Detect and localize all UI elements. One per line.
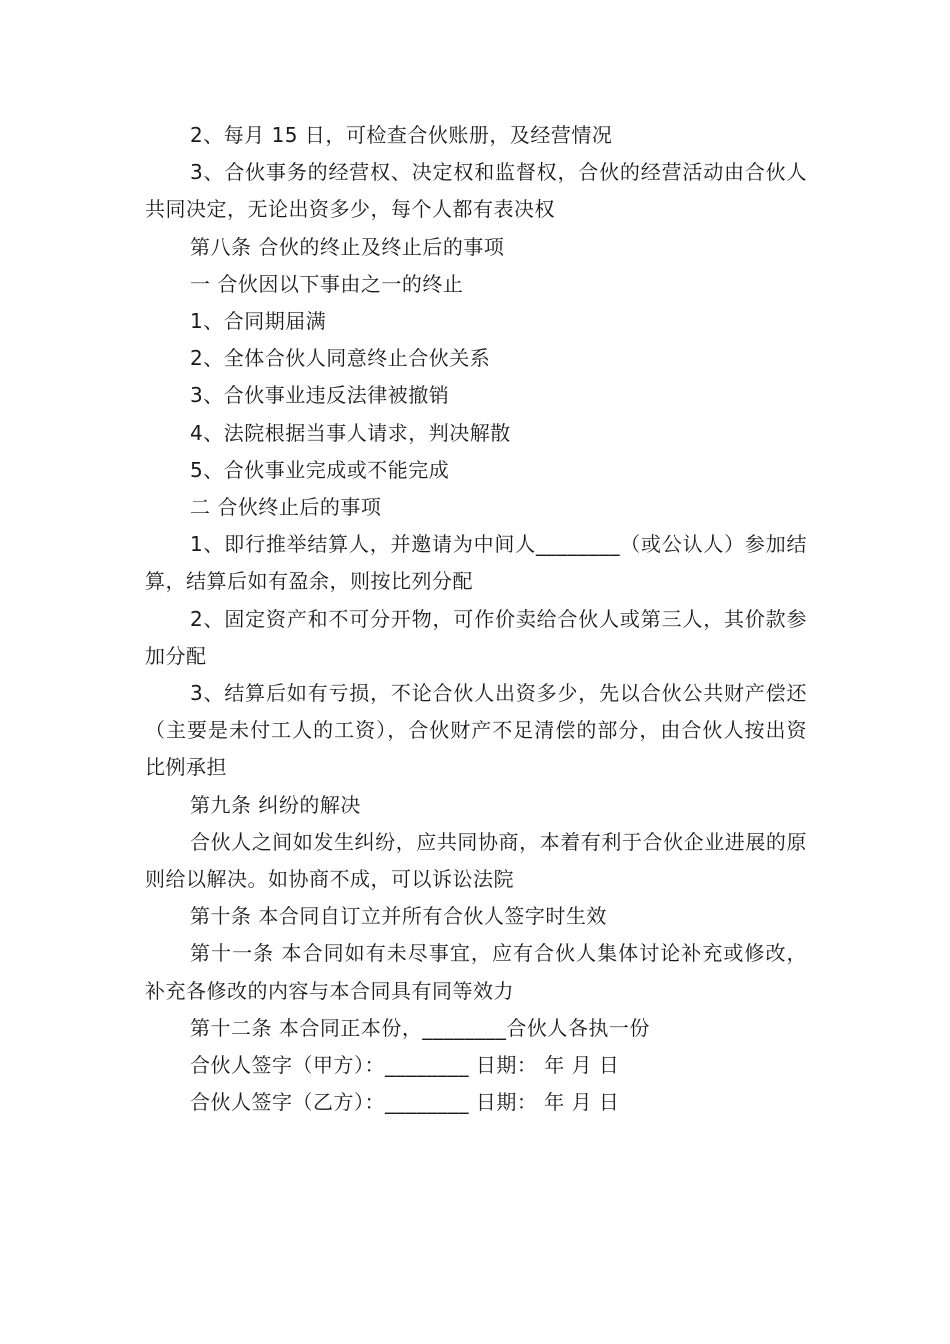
heading-article-10: 第十条 本合同自订立并所有合伙人签字时生效 — [190, 904, 607, 929]
signature-line-party-a: 合伙人签字（甲方）：________ 日期： 年 月 日 — [190, 1053, 620, 1078]
paragraph-losses: 3、结算后如有亏损，不论合伙人出资多少，先以合伙公共财产偿还（主要是未付工人的工资），合伙财产不足清偿的部分，由合伙人按出资比例承担 — [145, 681, 807, 780]
subheading-after-termination: 二 合伙终止后的事项 — [190, 495, 382, 520]
heading-article-8: 第八条 合伙的终止及终止后的事项 — [190, 234, 505, 259]
list-item-term-expired: 1、合同期届满 — [190, 309, 327, 334]
paragraph-management-rights: 3、合伙事务的经营权、决定权和监督权，合伙的经营活动由合伙人共同决定，无论出资多少，每个人都有表决权 — [145, 160, 807, 222]
list-item-illegal: 3、合伙事业违反法律被撤销 — [190, 383, 450, 408]
heading-article-11: 第十一条 本合同如有未尽事宜，应有合伙人集体讨论补充或修改，补充各修改的内容与本合同具有同等效力 — [145, 941, 807, 1003]
subheading-termination-causes: 一 合伙因以下事由之一的终止 — [190, 271, 464, 296]
signature-line-party-b: 合伙人签字（乙方）：________ 日期： 年 月 日 — [190, 1090, 620, 1115]
document-body — [145, 117, 807, 1121]
heading-article-9: 第九条 纠纷的解决 — [190, 792, 361, 817]
paragraph-settlement: 1、即行推举结算人，并邀请为中间人________（或公认人）参加结算，结算后如有盈余，则按比列分配 — [145, 532, 807, 594]
list-item-completed: 5、合伙事业完成或不能完成 — [190, 457, 450, 482]
heading-article-12: 第十二条 本合同正本份，________合伙人各执一份 — [190, 1015, 650, 1040]
paragraph-review-ledger: 2、每月 15 日，可检查合伙账册，及经营情况 — [190, 123, 613, 147]
list-item-all-agree: 2、全体合伙人同意终止合伙关系 — [190, 346, 491, 371]
paragraph-dispute-resolution: 合伙人之间如发生纠纷，应共同协商，本着有利于合伙企业进展的原则给以解决。如协商不成，可以诉讼法院 — [145, 829, 807, 892]
paragraph-fixed-assets: 2、固定资产和不可分开物，可作价卖给合伙人或第三人，其价款参加分配 — [145, 606, 807, 668]
list-item-court-dissolution: 4、法院根据当事人请求，判决解散 — [190, 420, 511, 445]
